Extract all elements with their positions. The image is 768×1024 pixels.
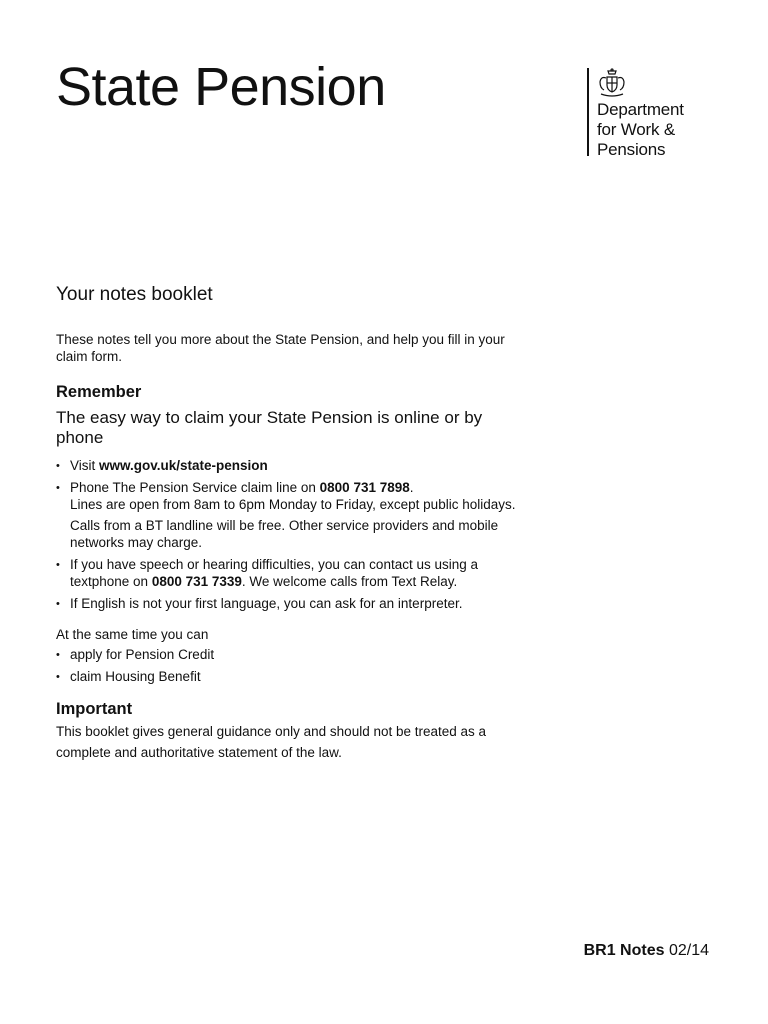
textphone-number: 0800 731 7339 bbox=[151, 573, 242, 589]
item-text: . We welcome calls from Text Relay. bbox=[241, 573, 458, 589]
list-item bbox=[56, 596, 526, 613]
remember-lead: The easy way to claim your State Pension is online or by phone bbox=[56, 407, 483, 447]
dwp-logo bbox=[587, 68, 684, 159]
booklet-subtitle: Your notes booklet bbox=[56, 284, 213, 305]
important-heading: Important bbox=[56, 700, 133, 718]
department-line-3: Pensions bbox=[597, 140, 666, 159]
department-line-1: Department bbox=[597, 100, 684, 119]
form-date: 02/14 bbox=[668, 942, 709, 959]
item-text: Phone The Pension Service claim line on bbox=[70, 480, 320, 495]
important-text: This booklet gives general guidance only and should not be treated as a complete and authoritative statement of the law. bbox=[56, 723, 487, 760]
claim-line-number: 0800 731 7898 bbox=[319, 480, 410, 495]
item-text: If you have speech or hearing difficulties, you can contact us using a textphone on bbox=[70, 557, 478, 589]
page-title: State Pension bbox=[56, 57, 386, 117]
also-list bbox=[56, 647, 526, 685]
list-item: • apply for Pension Credit bbox=[56, 647, 526, 664]
form-code: BR1 Notes bbox=[583, 942, 665, 959]
same-time-lead: At the same time you can bbox=[56, 626, 209, 642]
list-item bbox=[56, 458, 526, 475]
list-item bbox=[56, 557, 526, 590]
department-name bbox=[597, 100, 684, 160]
item-text: Visit bbox=[70, 457, 100, 473]
department-line-2: for Work & bbox=[597, 120, 675, 139]
remember-heading: Remember bbox=[56, 383, 142, 401]
list-item bbox=[56, 480, 526, 551]
website-link[interactable]: www.gov.uk/state-pension bbox=[99, 457, 268, 473]
call-charges-note: Calls from a BT landline will be free. Other service providers and mobile networks may charge. bbox=[70, 518, 499, 550]
intro-text: These notes tell you more about the State Pension, and help you fill in your claim form. bbox=[56, 332, 505, 364]
item-text: . bbox=[409, 480, 414, 495]
royal-crest-icon bbox=[597, 68, 627, 98]
contact-list bbox=[56, 458, 526, 613]
main-content bbox=[56, 332, 526, 763]
form-reference bbox=[584, 942, 709, 960]
list-item: • claim Housing Benefit bbox=[56, 669, 526, 686]
opening-hours: Lines are open from 8am to 6pm Monday to Friday, except public holidays. bbox=[70, 496, 516, 512]
item-text: If English is not your first language, you can ask for an interpreter. bbox=[70, 596, 463, 611]
